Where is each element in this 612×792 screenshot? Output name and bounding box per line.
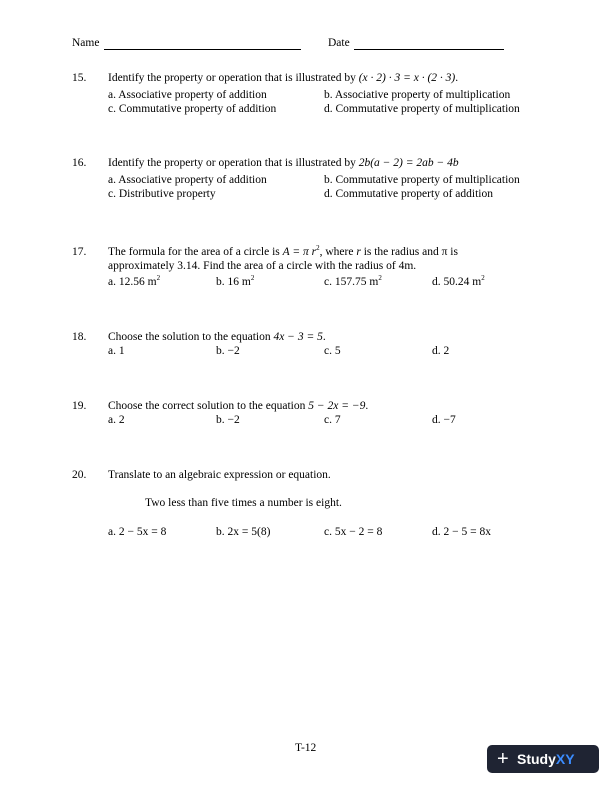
page-number: T-12 [295, 742, 317, 754]
question-number: 16. [72, 157, 87, 169]
choice-c: c. 5 [324, 345, 341, 357]
date-blank[interactable] [354, 49, 504, 50]
math-expression: 2b(a − 2) = 2ab − 4b [358, 157, 459, 169]
question-number: 17. [72, 246, 87, 258]
question-stem: Choose the correct solution to the equation 5 − 2x = −9. [108, 400, 369, 412]
math-expression: 5 − 2x = −9 [308, 400, 366, 412]
choice-d: d. −7 [432, 414, 456, 426]
choice-d: d. 2 − 5 = 8x [432, 526, 491, 538]
choice-b: b. 16 $m^2$ [216, 274, 255, 288]
choice-d: d. 2 [432, 345, 450, 357]
choice-d: d. Commutative property of multiplication [324, 103, 520, 115]
name-label: Name [72, 37, 100, 49]
question-stem: Identify the property or operation that is illustrated by 2b(a − 2) = 2ab − 4b [108, 157, 459, 169]
studyxy-badge[interactable] [487, 745, 599, 773]
question-number: 19. [72, 400, 87, 412]
choice-d: d. Commutative property of addition [324, 188, 493, 200]
question-number: 18. [72, 331, 87, 343]
choice-a: a. Associative property of addition [108, 174, 267, 186]
math-expression: A = π r [282, 246, 317, 258]
choice-b: b. −2 [216, 345, 240, 357]
question-stem: Translate to an algebraic expression or equation. [108, 469, 331, 481]
choice-b: b. 2x = 5(8) [216, 526, 271, 538]
name-blank[interactable] [104, 49, 301, 50]
choice-b: b. Commutative property of multiplication [324, 174, 520, 186]
choice-a: a. 2 [108, 414, 125, 426]
choice-a: a. 12.56 $m^2$ [108, 274, 161, 288]
choice-d: d. 50.24 $m^2$ [432, 274, 485, 288]
plus-icon: + [497, 748, 509, 770]
question-stem-line2: approximately 3.14. Find the area of a circle with the radius of 4m. [108, 260, 417, 272]
question-stem: Choose the solution to the equation 4x − 3 = 5. [108, 331, 326, 343]
question-number: 20. [72, 469, 87, 481]
math-expression: 4x − 3 = 5 [273, 331, 323, 343]
choice-c: c. Commutative property of addition [108, 103, 277, 115]
question-stem: Identify the property or operation that is illustrated by (x · 2) · 3 = x · (2 · 3). [108, 72, 459, 84]
question-stem: The formula for the area of a circle is A = π $r^2$, where r is the radius and π is [108, 244, 458, 258]
choice-b: b. Associative property of multiplication [324, 89, 511, 101]
choice-c: c. 157.75 $m^2$ [324, 274, 382, 288]
question-number: 15. [72, 72, 87, 84]
prompt-sentence: Two less than five times a number is eight. [145, 497, 342, 509]
choice-a: a. 2 − 5x = 8 [108, 526, 167, 538]
badge-label: StudyXY [517, 751, 575, 767]
choice-b: b. −2 [216, 414, 240, 426]
choice-c: c. Distributive property [108, 188, 216, 200]
math-expression: (x · 2) · 3 = x · (2 · 3) [358, 72, 456, 84]
choice-c: c. 7 [324, 414, 341, 426]
choice-a: a. Associative property of addition [108, 89, 267, 101]
choice-c: c. 5x − 2 = 8 [324, 526, 383, 538]
date-label: Date [328, 37, 350, 49]
choice-a: a. 1 [108, 345, 125, 357]
